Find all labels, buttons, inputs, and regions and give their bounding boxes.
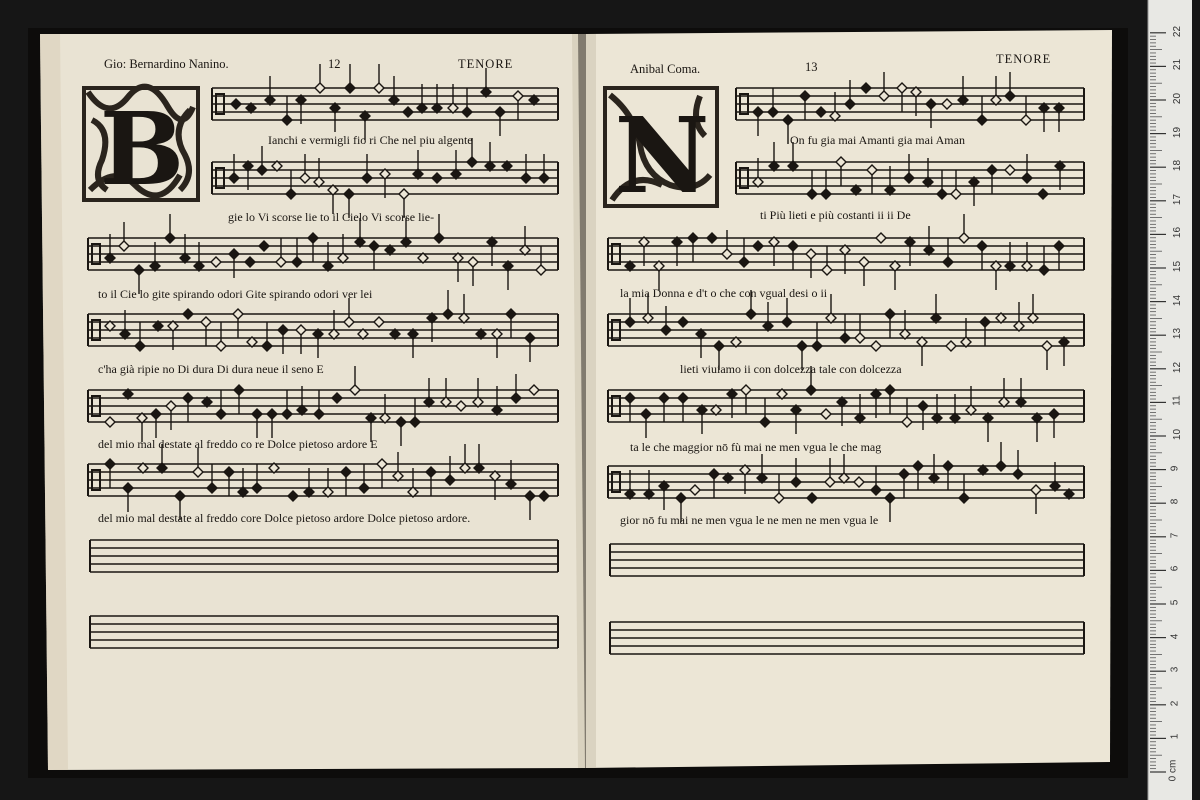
ruler-tick-label: 3 — [1169, 666, 1181, 673]
right-lyric-line-4: lieti viuiamo ii con dolcezza tale con dolcezza — [680, 362, 902, 376]
ruler-tick-label: 6 — [1169, 566, 1181, 572]
right-composer-name: Anibal Coma. — [630, 62, 701, 76]
ruler-tick-label: 10 — [1172, 428, 1184, 441]
ruler-tick-label: 4 — [1169, 633, 1181, 639]
ruler-tick-label: 21 — [1172, 59, 1184, 71]
left-lyric-line-6: del mio mal destate al freddo core Dolce pietoso ardore Dolce pietoso ardore. — [98, 511, 471, 525]
ruler-tick-label: 12 — [1172, 361, 1184, 373]
svg-text:B: B — [99, 90, 185, 208]
left-composer-name: Gio: Bernardino Nanino. — [104, 57, 229, 71]
right-lyric-line-6: gior nō fu mai ne men vgua le ne men ne men vgua le — [620, 513, 879, 527]
right-lyric-line-1: On fu gia mai Amanti gia mai Aman — [790, 133, 965, 147]
right-voice-part: TENORE — [996, 52, 1052, 66]
ruler-tick-label: 22 — [1172, 25, 1184, 37]
ruler-tick-label: 13 — [1172, 328, 1184, 340]
ruler-tick-label: 15 — [1172, 260, 1184, 273]
left-lyric-line-5: del mio mal destate al freddo co re Dolce pietoso ardore E — [98, 437, 378, 451]
ruler-tick-label: 11 — [1171, 395, 1183, 407]
ruler-tick-label: 9 — [1169, 465, 1181, 471]
ruler-tick-label: 7 — [1169, 532, 1181, 539]
right-page-number: 13 — [805, 60, 818, 74]
left-page-number: 12 — [328, 57, 341, 71]
left-voice-part: TENORE — [458, 57, 514, 71]
ruler-tick-label: 19 — [1172, 126, 1184, 138]
ruler-tick-label: 0 cm — [1167, 759, 1179, 782]
ruler-tick-label: 18 — [1172, 160, 1184, 172]
right-lyric-line-5: ta le che maggior nō fù mai ne men vgua le che mag — [630, 440, 882, 454]
right-lyric-line-3: la mia Donna e d't o che con vgual desi o ii — [620, 286, 828, 300]
decorated-initial-b — [82, 86, 200, 208]
ruler-tick-label: 2 — [1169, 700, 1181, 707]
decorated-initial-n — [603, 86, 719, 217]
left-lyric-line-3: to il Cie lo gite spirando odori Gite spirando odori ver lei — [98, 287, 373, 301]
svg-text:N: N — [614, 94, 710, 217]
ruler-tick-label: 17 — [1172, 193, 1184, 205]
ruler-tick-label: 8 — [1169, 498, 1181, 505]
left-lyric-line-2: gie lo Vi scorse lie to il Cielo Vi scorse lie- — [228, 210, 435, 224]
right-lyric-line-2: ti Più lieti e più costanti ii ii De — [760, 208, 911, 222]
ruler-tick-label: 5 — [1169, 599, 1181, 606]
ruler-tick-label: 1 — [1169, 734, 1181, 740]
ruler-tick-label: 14 — [1172, 294, 1184, 306]
ruler-tick-label: 16 — [1172, 227, 1184, 239]
measuring-ruler — [1148, 0, 1192, 800]
left-lyric-line-4: c'ha già ripie no Di dura Di dura neue il seno E — [98, 362, 324, 376]
ruler-tick-label: 20 — [1172, 92, 1184, 105]
left-lyric-line-1: Ianchi e vermigli fio ri Che nel piu algente — [268, 133, 473, 147]
